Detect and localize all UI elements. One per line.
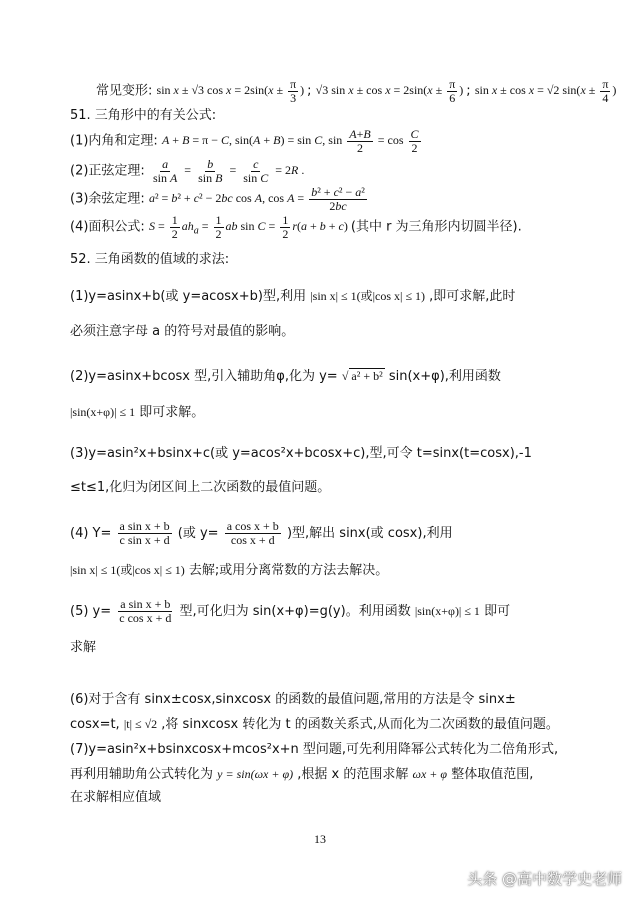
s51-item-3 [70,186,600,213]
s52-p4-fraction-2 [225,520,281,547]
s52-p4-den2: cos x + d [230,533,275,547]
s52-p7-formula-2: ωx + φ [412,767,448,781]
s52-p4-num2: a cos x + b [226,519,279,533]
s52-p3-line1: (3)y=asin²x+bsinx+c(或 y=acos²x+bcosx+c),型,可令 t=sinx(t=cosx),-1 [70,446,532,461]
page-number: 13 [314,832,326,846]
s52-p4-line2 [70,560,600,581]
s52-p5-den: c cos x + d [119,611,172,625]
s51-item-1-formula: A + B = π − C, sin(A + B) = sin C, sin $\frac{A+B}{2}$ = cos $\frac{C}{2}$ [161,127,419,155]
s52-p1-condition: |sin x| ≤ 1(或|cos x| ≤ 1) [310,289,426,303]
s52-p2-condition: |sin(x+φ)| ≤ 1 [70,405,136,419]
s52-p2-text-a: (2)y=asinx+bcosx 型,引入辅助角φ,化为 y= [70,369,338,384]
s51-item-2-formula: $\frac{a}{\text{sin A}}$ = $\frac{b}{\text{sin B}}$ = $\frac{c}{\text{sin C}}$ = 2R . [152,157,305,185]
s51-item-4 [70,214,600,242]
s52-p7-line3: 在求解相应值域 [70,790,162,805]
s52-p7-line1: (7)y=asin²x+bsinxcosx+mcos²x+n 型问题,可先利用降幂公式转化为二倍角形式, [70,742,559,757]
s51-item-3-formula: a² = b² + c² − 2bc cos A, cos A = $\frac{\text{b² + c² − a²}}{2bc}$ [148,185,365,213]
s52-p4-den1: c sin x + d [119,533,170,547]
s52-p5-line2: 求解 [70,640,97,655]
s52-p6-text-b: cosx=t, [70,717,120,732]
s52-p1-text-a: (1)y=asinx+b(或 y=acosx+b)型,利用 [70,289,307,304]
s52-p4-condition: |sin x| ≤ 1(或|cos x| ≤ 1) [70,563,185,577]
s52-p4-text-e: 去解;或用分离常数的方法去解决。 [188,563,389,578]
s52-p4-num1: a sin x + b [119,519,170,533]
s52-p2-text-d: 即可求解。 [139,405,205,420]
s52-p4-line1 [70,520,600,547]
s51-item-1 [70,128,600,155]
s52-p6-line2 [70,714,600,735]
s52-p6-line1: (6)对于含有 sinx±cosx,sinxcosx 的函数的最值问题,常用的方法是令 sinx± [70,692,516,707]
common-transforms-line [96,77,617,105]
transforms-label: 常见变形: [96,83,153,99]
s52-p4-text-a: (4) Y= [70,526,112,541]
s51-item-4-formula: S = $\frac{1}{2}$ $ah_a$ = $\frac{1}{2}$ ab sin C = $\frac{1}{2}$ r(a + b + c) [148,213,351,241]
transform-formula-3: sin x ± cos x = √2 sin(x ± $\frac{\pi}{4}$ ) [474,77,617,105]
s52-p6-condition: |t| ≤ √2 [123,717,158,731]
s52-p7-formula-1: y = sin(ωx + φ) [217,767,294,781]
s52-p3-line2: ≤t≤1,化归为闭区间上二次函数的最值问题。 [70,480,331,495]
section-51-title: 51. 三角形中的有关公式: [70,108,217,123]
s51-item-2 [70,158,600,185]
s51-item-4-label: (4)面积公式: [70,219,145,235]
s52-p2-line2 [70,402,600,423]
transforms-separator-2: ; [466,83,471,99]
s52-p5-line1 [70,598,600,625]
s52-p5-num: a sin x + b [120,597,171,611]
s52-p7-text-b: 再利用辅助角公式转化为 [70,767,214,782]
s52-p1-line2: 必须注意字母 a 的符号对最值的影响。 [70,324,295,339]
s52-p5-text-b: 型,可化归为 sin(x+φ)=g(y)。利用函数 [179,604,411,619]
s51-item-3-label: (3)余弦定理: [70,191,145,207]
transform-formula-2: √3 sin x ± cos x = 2sin(x ± $\frac{\pi}{6}$ ) [315,77,467,105]
s52-p5-fraction [117,598,173,625]
section-52-title: 52. 三角函数的值域的求法: [70,252,230,267]
s52-p2-sqrt-body: a² + b² [351,369,383,383]
s52-p5-text-d: 即可 [484,604,511,619]
s51-item-2-label: (2)正弦定理: [70,163,145,179]
s52-p4-text-c: )型,解出 sinx(或 cosx),利用 [286,526,453,541]
watermark: 头条 @高中数学史老师 [467,870,622,888]
s51-item-1-label: (1)内角和定理: [70,133,158,149]
s52-p1-text-b: ,即可求解,此时 [429,289,516,304]
transform-formula-1: sin x ± √3 cos x = 2sin(x ± $\frac{\pi}{3}$ ) [156,77,308,105]
s52-p7-text-c: ,根据 x 的范围求解 [297,767,409,782]
s52-p5-text-a: (5) y= [70,604,112,619]
transforms-separator-1: ; [307,83,312,99]
s52-p6-text-c: ,将 sinxcosx 转化为 t 的函数关系式,从而化为二次函数的最值问题。 [161,717,559,732]
s52-p4-fraction-1 [118,520,172,547]
s52-p1-line1 [70,286,600,307]
s52-p5-condition: |sin(x+φ)| ≤ 1 [414,604,480,618]
s51-item-4-note: (其中 r 为三角形内切圆半径). [350,219,522,235]
s52-p2-text-b: sin(x+φ),利用函数 [388,369,501,384]
s52-p4-text-b: (或 y= [177,526,219,541]
s52-p7-text-d: 整体取值范围, [451,767,534,782]
s52-p2-line1 [70,366,600,387]
s52-p2-sqrt: √ a² + b² [341,369,383,383]
s52-p7-line2 [70,764,600,785]
